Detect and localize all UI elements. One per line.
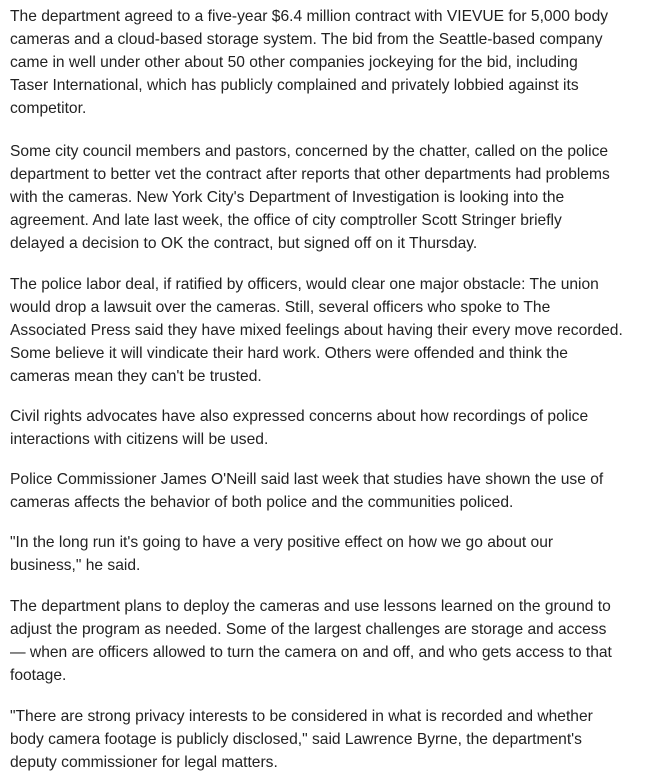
text-line: Civil rights advocates have also expressed concerns about how recordings of police <box>10 408 589 425</box>
article-paragraph <box>10 405 588 451</box>
text-line: interactions with citizens will be used. <box>10 431 269 448</box>
text-line: delayed a decision to OK the contract, but signed off on it Thursday. <box>10 235 478 252</box>
text-line: department to better vet the contract after reports that other departments had problems <box>10 166 610 183</box>
article-paragraph <box>10 140 610 255</box>
article-paragraph <box>10 5 608 120</box>
text-line: came in well under other about 50 other companies jockeying for the bid, including <box>10 54 578 71</box>
text-line: cameras mean they can't be trusted. <box>10 368 262 385</box>
text-line: deputy commissioner for legal matters. <box>10 754 278 771</box>
text-line: — when are officers allowed to turn the camera on and off, and who gets access to that <box>10 644 612 661</box>
text-line: Some city council members and pastors, concerned by the chatter, called on the police <box>10 143 609 160</box>
text-line: Police Commissioner James O'Neill said last week that studies have shown the use of <box>10 471 604 488</box>
text-line: competitor. <box>10 100 87 117</box>
text-line: footage. <box>10 667 67 684</box>
article-paragraph <box>10 273 623 388</box>
text-line: "There are strong privacy interests to be considered in what is recorded and whether <box>10 708 593 725</box>
text-line: agreement. And late last week, the office of city comptroller Scott Stringer briefly <box>10 212 562 229</box>
text-line: The department plans to deploy the cameras and use lessons learned on the ground to <box>10 598 611 615</box>
text-line: business," he said. <box>10 557 141 574</box>
article-paragraph <box>10 705 593 774</box>
text-line: The police labor deal, if ratified by officers, would clear one major obstacle: The union <box>10 276 599 293</box>
text-line: would drop a lawsuit over the cameras. Still, several officers who spoke to The <box>10 299 551 316</box>
text-line: Taser International, which has publicly complained and privately lobbied against its <box>10 77 579 94</box>
article-paragraph <box>10 468 603 514</box>
article-paragraph <box>10 531 553 577</box>
text-line: "In the long run it's going to have a very positive effect on how we go about our <box>10 534 554 551</box>
article-paragraph <box>10 595 612 687</box>
text-line: Some believe it will vindicate their hard work. Others were offended and think the <box>10 345 568 362</box>
text-line: body camera footage is publicly disclosed," said Lawrence Byrne, the department's <box>10 731 582 748</box>
text-line: cameras and a cloud-based storage system. The bid from the Seattle-based company <box>10 31 603 48</box>
text-line: adjust the program as needed. Some of the largest challenges are storage and access <box>10 621 607 638</box>
text-line: with the cameras. New York City's Department of Investigation is looking into the <box>10 189 565 206</box>
text-line: cameras affects the behavior of both police and the communities policed. <box>10 494 514 511</box>
text-line: The department agreed to a five-year $6.4 million contract with VIEVUE for 5,000 body <box>10 8 609 25</box>
text-line: Associated Press said they have mixed feelings about having their every move recorded. <box>10 322 623 339</box>
